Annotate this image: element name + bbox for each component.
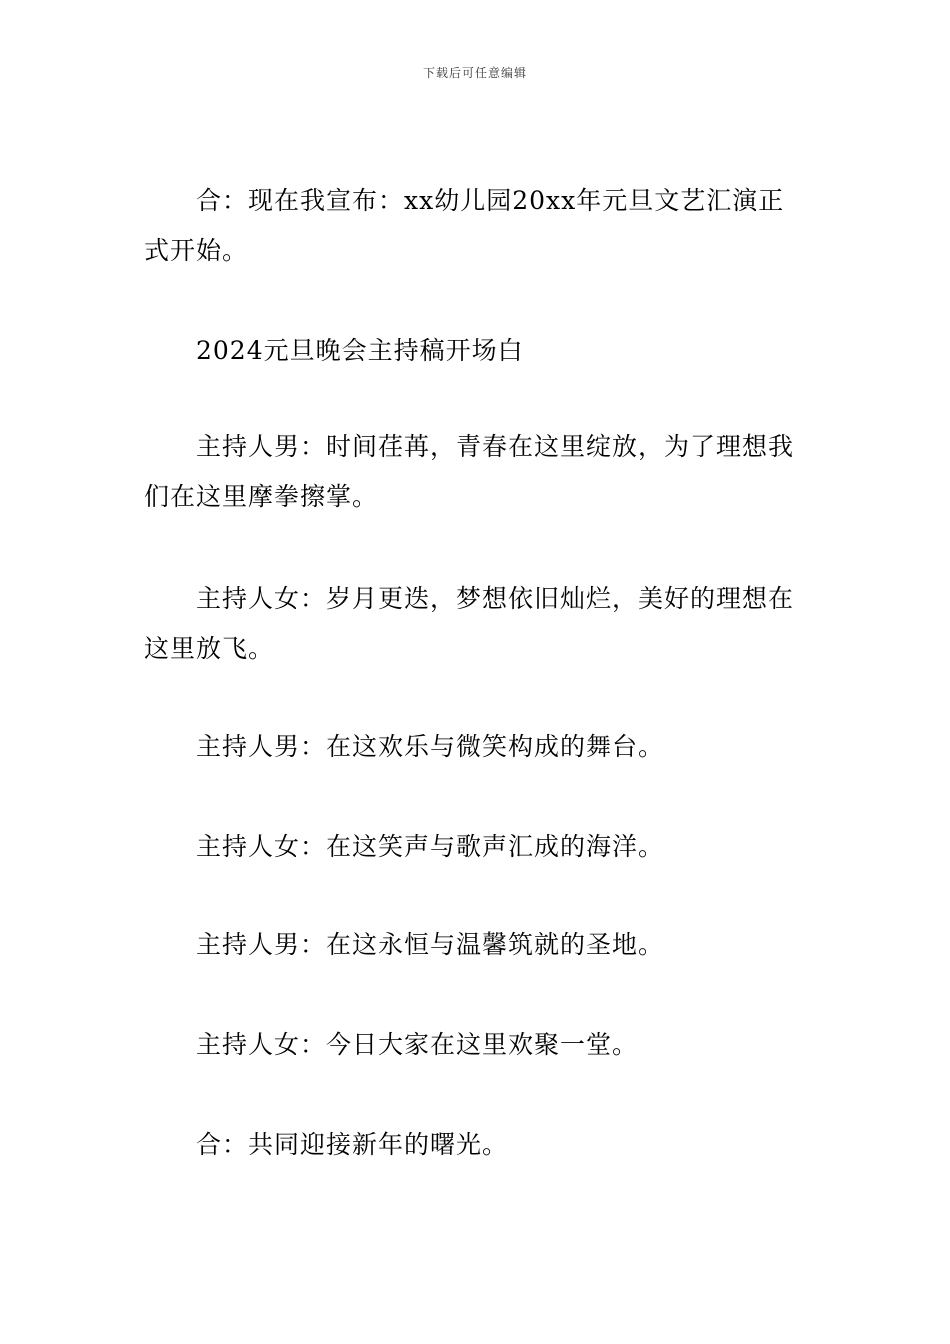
paragraph-opening-announcement: 合：现在我宣布：xx幼儿园20xx年元旦文艺汇演正式开始。: [144, 186, 785, 265]
paragraph-male-host-3: 主持人男：在这永恒与温馨筑就的圣地。: [196, 930, 665, 959]
section-title: 2024元旦晚会主持稿开场白: [196, 336, 524, 365]
paragraph-together: 合：共同迎接新年的曙光。: [196, 1130, 509, 1159]
paragraph-male-host-1: 主持人男：时间荏苒，青春在这里绽放，为了理想我们在这里摩拳擦掌。: [144, 432, 795, 511]
header-note: 下载后可任意编辑: [422, 66, 527, 80]
paragraph-female-host-2: 主持人女：在这笑声与歌声汇成的海洋。: [196, 832, 665, 861]
paragraph-male-host-2: 主持人男：在这欢乐与微笑构成的舞台。: [196, 732, 665, 761]
paragraph-female-host-1: 主持人女：岁月更迭，梦想依旧灿烂，美好的理想在这里放飞。: [144, 584, 795, 663]
paragraph-female-host-3: 主持人女：今日大家在这里欢聚一堂。: [196, 1030, 639, 1059]
